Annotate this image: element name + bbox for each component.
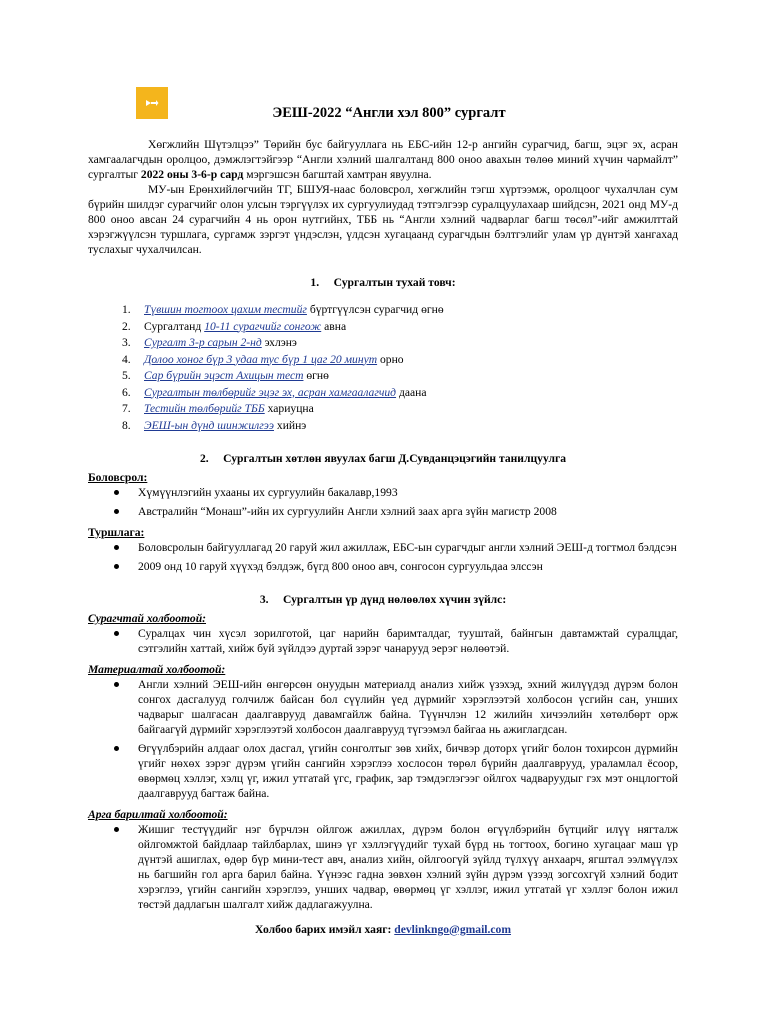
document-title: ЭЕШ-2022 “Англи хэл 800” сургалт (272, 105, 506, 121)
summary-item: 5. Сар бүрийн эцэст Ахицын тест өгнө (122, 369, 329, 382)
education-label: Боловсрол: (88, 470, 148, 484)
list-item: 2009 онд 10 гаруй хүүхэд бэлдэж, бүгд 800 оноо авч, сонгосон сургуульдаа элссэн (126, 559, 678, 574)
document-page (88, 86, 678, 937)
material-label: Материалтай холбоотой: (88, 662, 226, 676)
education-list (88, 485, 678, 519)
method-label: Арга барилтай холбоотой: (88, 807, 228, 821)
list-item: Өгүүлбэрийн алдааг олох дасгал, үгийн сонголтыг зөв хийх, бичвэр доторх үгийг болон тохирсон дүрмийн үгийг нөхөх зэрэг дүрэм үгийн сангийн хэрэглээ хослосон төрөл бүрийн даалгаврууд, ураламлал ёсоор, өвөрмөц хэллэг, хэлц үг, ижил утгатай үгс, график, зар тэмдэглэгээг ойлгох чадваруудыг гэх мэт онцлогтой даалгаврууд багтаж байна. (126, 741, 678, 801)
summary-item: 3. Сургалт 3-р сарын 2-нд эхлэнэ (122, 336, 297, 349)
summary-item-number: 4. (122, 352, 131, 366)
list-item: Австралийн “Монаш”-ийн их сургуулийн Англи хэлний заах арга зүйн магистр 2008 (126, 504, 678, 519)
experience-list (88, 540, 678, 574)
summary-item-number: 1. (122, 303, 131, 316)
student-factors-list (88, 626, 678, 656)
summary-item-number: 8. (122, 418, 131, 432)
summary-item-link[interactable]: Сар бүрийн эцэст Ахицын тест (144, 369, 304, 382)
intro-paragraph-1: Хөгжлийн Шүтэлцээ” Төрийн бус байгууллага нь ЕБС-ийн 12-р ангийн сурагчид, багш, эцэг эх, асран хамгаалагчдын оролцоо, дэмжлэгтэйгээр “Англи хэлний шалгалтанд 800 оноо авахын төлөө миний хүчин чармайлт” сургалтыг 2022 оны 3-6-р сард мэргэшсэн багштай хамтран явуулна. (88, 138, 678, 181)
summary-item-number: 7. (122, 402, 131, 415)
summary-item-number: 5. (122, 369, 131, 382)
summary-item-link[interactable]: Сургалт 3-р сарын 2-нд (144, 336, 262, 349)
summary-item: 1. Түвшин тогтоох цахим тестийг бүртгүүлсэн сурагчид өгнө (122, 303, 444, 316)
summary-item-link[interactable]: Түвшин тогтоох цахим тестийг (144, 303, 307, 316)
student-label: Сурагчтай холбоотой: (88, 611, 207, 625)
section-3-heading: 3. Сургалтын үр дүнд нөлөөлөх хүчин зүйлс: (259, 592, 507, 606)
summary-item-number: 3. (122, 336, 131, 349)
summary-item: 8. ЭЕШ-ын дүнд шинжилгээ хийнэ (122, 418, 307, 432)
summary-item-number: 2. (122, 319, 131, 333)
summary-item-link[interactable]: Сургалтын төлбөрийг эцэг эх, асран хамгаалагчид (144, 385, 397, 399)
summary-item-link[interactable]: Долоо хоног бүр 3 удаа тус бүр 1 цаг 20 минут (144, 352, 378, 366)
summary-item: 2. Сургалтанд 10-11 сурагчийг сонгож авна (122, 319, 347, 333)
summary-item-number: 6. (122, 385, 131, 399)
summary-item-link[interactable]: 10-11 сурагчийг сонгож (204, 319, 322, 333)
contact-line: Холбоо барих имэйл хаяг: devlinkngo@gmail.com (254, 922, 512, 936)
section-2-heading: 2. Сургалтын хөтлөн явуулах багш Д.Сувданцэцэгийн танилцуулга (199, 451, 567, 465)
list-item: Жишиг тестүүдийг нэг бүрчлэн ойлгож ажиллах, дүрэм болон өгүүлбэрийн бүтцийг илүү нягталж ойлгомжтой байдлаар тайлбарлах, шинэ үг хэллэгүүдийг тухай бүрд нь тогтоох, богино хугацааг маш үр дүнтэй ашиглах, өдөр бүр мини-тест авч, анализ хийн, ойлгоогүй зүйлд түлхүү анхаарч, ягштал ээлмүүлэх нь багшийн гол арга барил байна. Үүнээс гадна зөвхөн хэлний зүйн дүрэм үзээд зогсохгүй хэлний бодит хэрэглээ, үгийн сангийн хэрэглээ, унших чадвар, өвөрмөц үг хэллэг, ижил утгатай үг хэллэг болон ижил төстэй дадлагын шалгалт хийж дадлагажуулна. (126, 822, 678, 912)
summary-item-link[interactable]: ЭЕШ-ын дүнд шинжилгээ (144, 418, 274, 432)
list-item: Хүмүүнлэгийн ухааны их сургуулийн бакалавр,1993 (126, 485, 678, 500)
intro-paragraph-2: МУ-ын Ерөнхийлөгчийн ТГ, БШУЯ-наас боловсрол, хөгжлийн тэгш хүртээмж, оролцоог чухалчлан сум бүрийн шилдэг сурагчийг олон улсын тэргүүлэх их сургуулиудад тэтгэлгээр суралцуулахаар шийдсэн, 2021 онд МУ-д 800 оноо авсан 24 сурагчийн 4 нь орон нутгийнх, ТББ нь “Англи хэлний чадварлаг багш төсөл”-ийг амжилттай хэрэгжүүлсэн туршлага, сургамж зэргэт үндэслэн, үлдсэн хугацаанд сурагчдын бэлтгэлийг улам үр дүнтэй хангахад туслахыг чухалчилсан. (88, 183, 678, 256)
summary-item: 6. Сургалтын төлбөрийг эцэг эх, асран хамгаалагчид даана (122, 385, 427, 399)
summary-item: 4. Долоо хоног бүр 3 удаа тус бүр 1 цаг 20 минут орно (122, 352, 404, 366)
section-1-heading: 1. Сургалтын тухай товч: (310, 276, 456, 289)
training-summary-list (88, 302, 678, 433)
experience-label: Туршлага: (88, 525, 145, 539)
method-factors-list (88, 822, 678, 912)
contact-email-link[interactable]: devlinkngo@gmail.com (394, 922, 512, 936)
summary-item-link[interactable]: Тестийн төлбөрийг ТББ (144, 402, 265, 415)
material-factors-list (88, 677, 678, 801)
list-item: Суралцах чин хүсэл зорилготой, цаг нарийн баримталдаг, тууштай, байнгын давтамжтай суралцдаг, сэтгэлийн хаттай, хийж буй зүйлдээ дуртай зэрэг чанарууд эерэг нөлөөтэй. (126, 626, 678, 656)
summary-item: 7. Тестийн төлбөрийг ТББ хариуцна (122, 402, 314, 415)
list-item: Англи хэлний ЭЕШ-ийн өнгөрсөн онуудын материалд анализ хийж үзэхэд, эхний жилүүдэд дүрэм болон сонгох дасгалууд голчилж байсан бол сүүлийн үед дүрмийг хэрэглээтэй холбосон үсгийн сан, унших чадварыг шалгасан даалгаврууд давамгайлж байна. Түүнчлэн 12 жилийн хичээлийн хөтөлбөрт орж байгаагүй дүрмийг хэрэглээтэй холбосон даалгаврууд түгээмэл байгаа нь ажиглагдсан. (126, 677, 678, 737)
list-item: Боловсролын байгууллагад 20 гаруй жил ажиллаж, ЕБС-ын сурагчдыг англи хэлний ЭЕШ-д тогтмол бэлдсэн (126, 540, 678, 555)
